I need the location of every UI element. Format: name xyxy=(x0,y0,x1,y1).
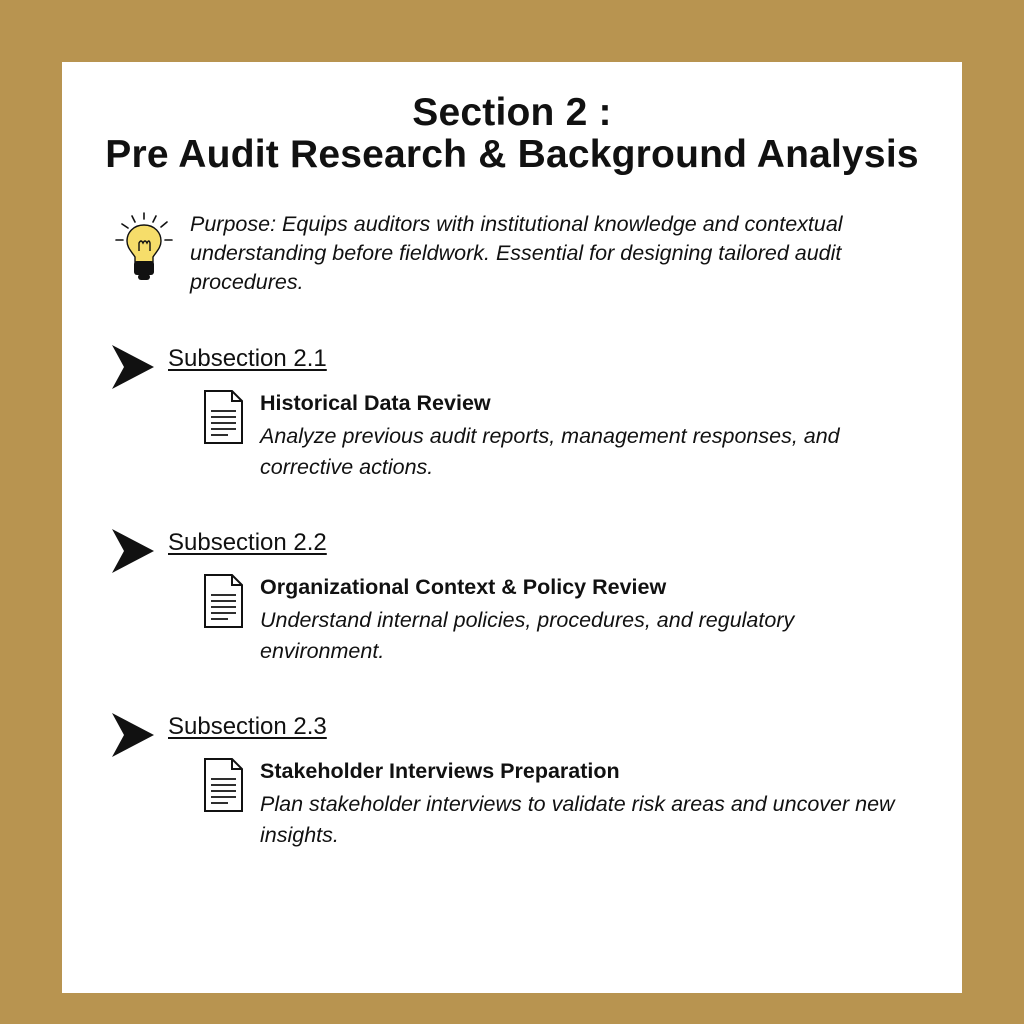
arrow-icon xyxy=(112,345,154,389)
item-description: Analyze previous audit reports, management responses, and corrective actions. xyxy=(260,424,840,479)
document-icon xyxy=(198,571,246,631)
item-description: Understand internal policies, procedures, and regulatory environment. xyxy=(260,608,795,663)
document-icon xyxy=(198,755,246,815)
subsection-2-2 xyxy=(112,529,932,679)
item-title: Organizational Context & Policy Review xyxy=(260,575,667,599)
purpose-text: Purpose: Equips auditors with institutional knowledge and contextual understanding before fieldwork. Essential for designing tailored audit procedures. xyxy=(190,212,843,294)
arrow-icon xyxy=(112,529,154,573)
subsection-2-3 xyxy=(112,713,932,863)
subsection-heading: Subsection 2.3 xyxy=(168,713,327,740)
content-card xyxy=(62,62,962,993)
lightbulb-icon xyxy=(114,210,180,286)
item-title: Historical Data Review xyxy=(260,391,491,415)
item-title: Stakeholder Interviews Preparation xyxy=(260,759,620,783)
subsection-heading: Subsection 2.1 xyxy=(168,345,327,372)
title-line-2: Pre Audit Research & Background Analysis xyxy=(105,133,919,176)
subsection-2-1 xyxy=(112,345,932,495)
page-title xyxy=(62,92,962,176)
subsection-heading: Subsection 2.2 xyxy=(168,529,327,556)
document-icon xyxy=(198,387,246,447)
item-description: Plan stakeholder interviews to validate risk areas and uncover new insights. xyxy=(260,792,895,847)
title-line-1: Section 2 : xyxy=(412,91,612,134)
arrow-icon xyxy=(112,713,154,757)
